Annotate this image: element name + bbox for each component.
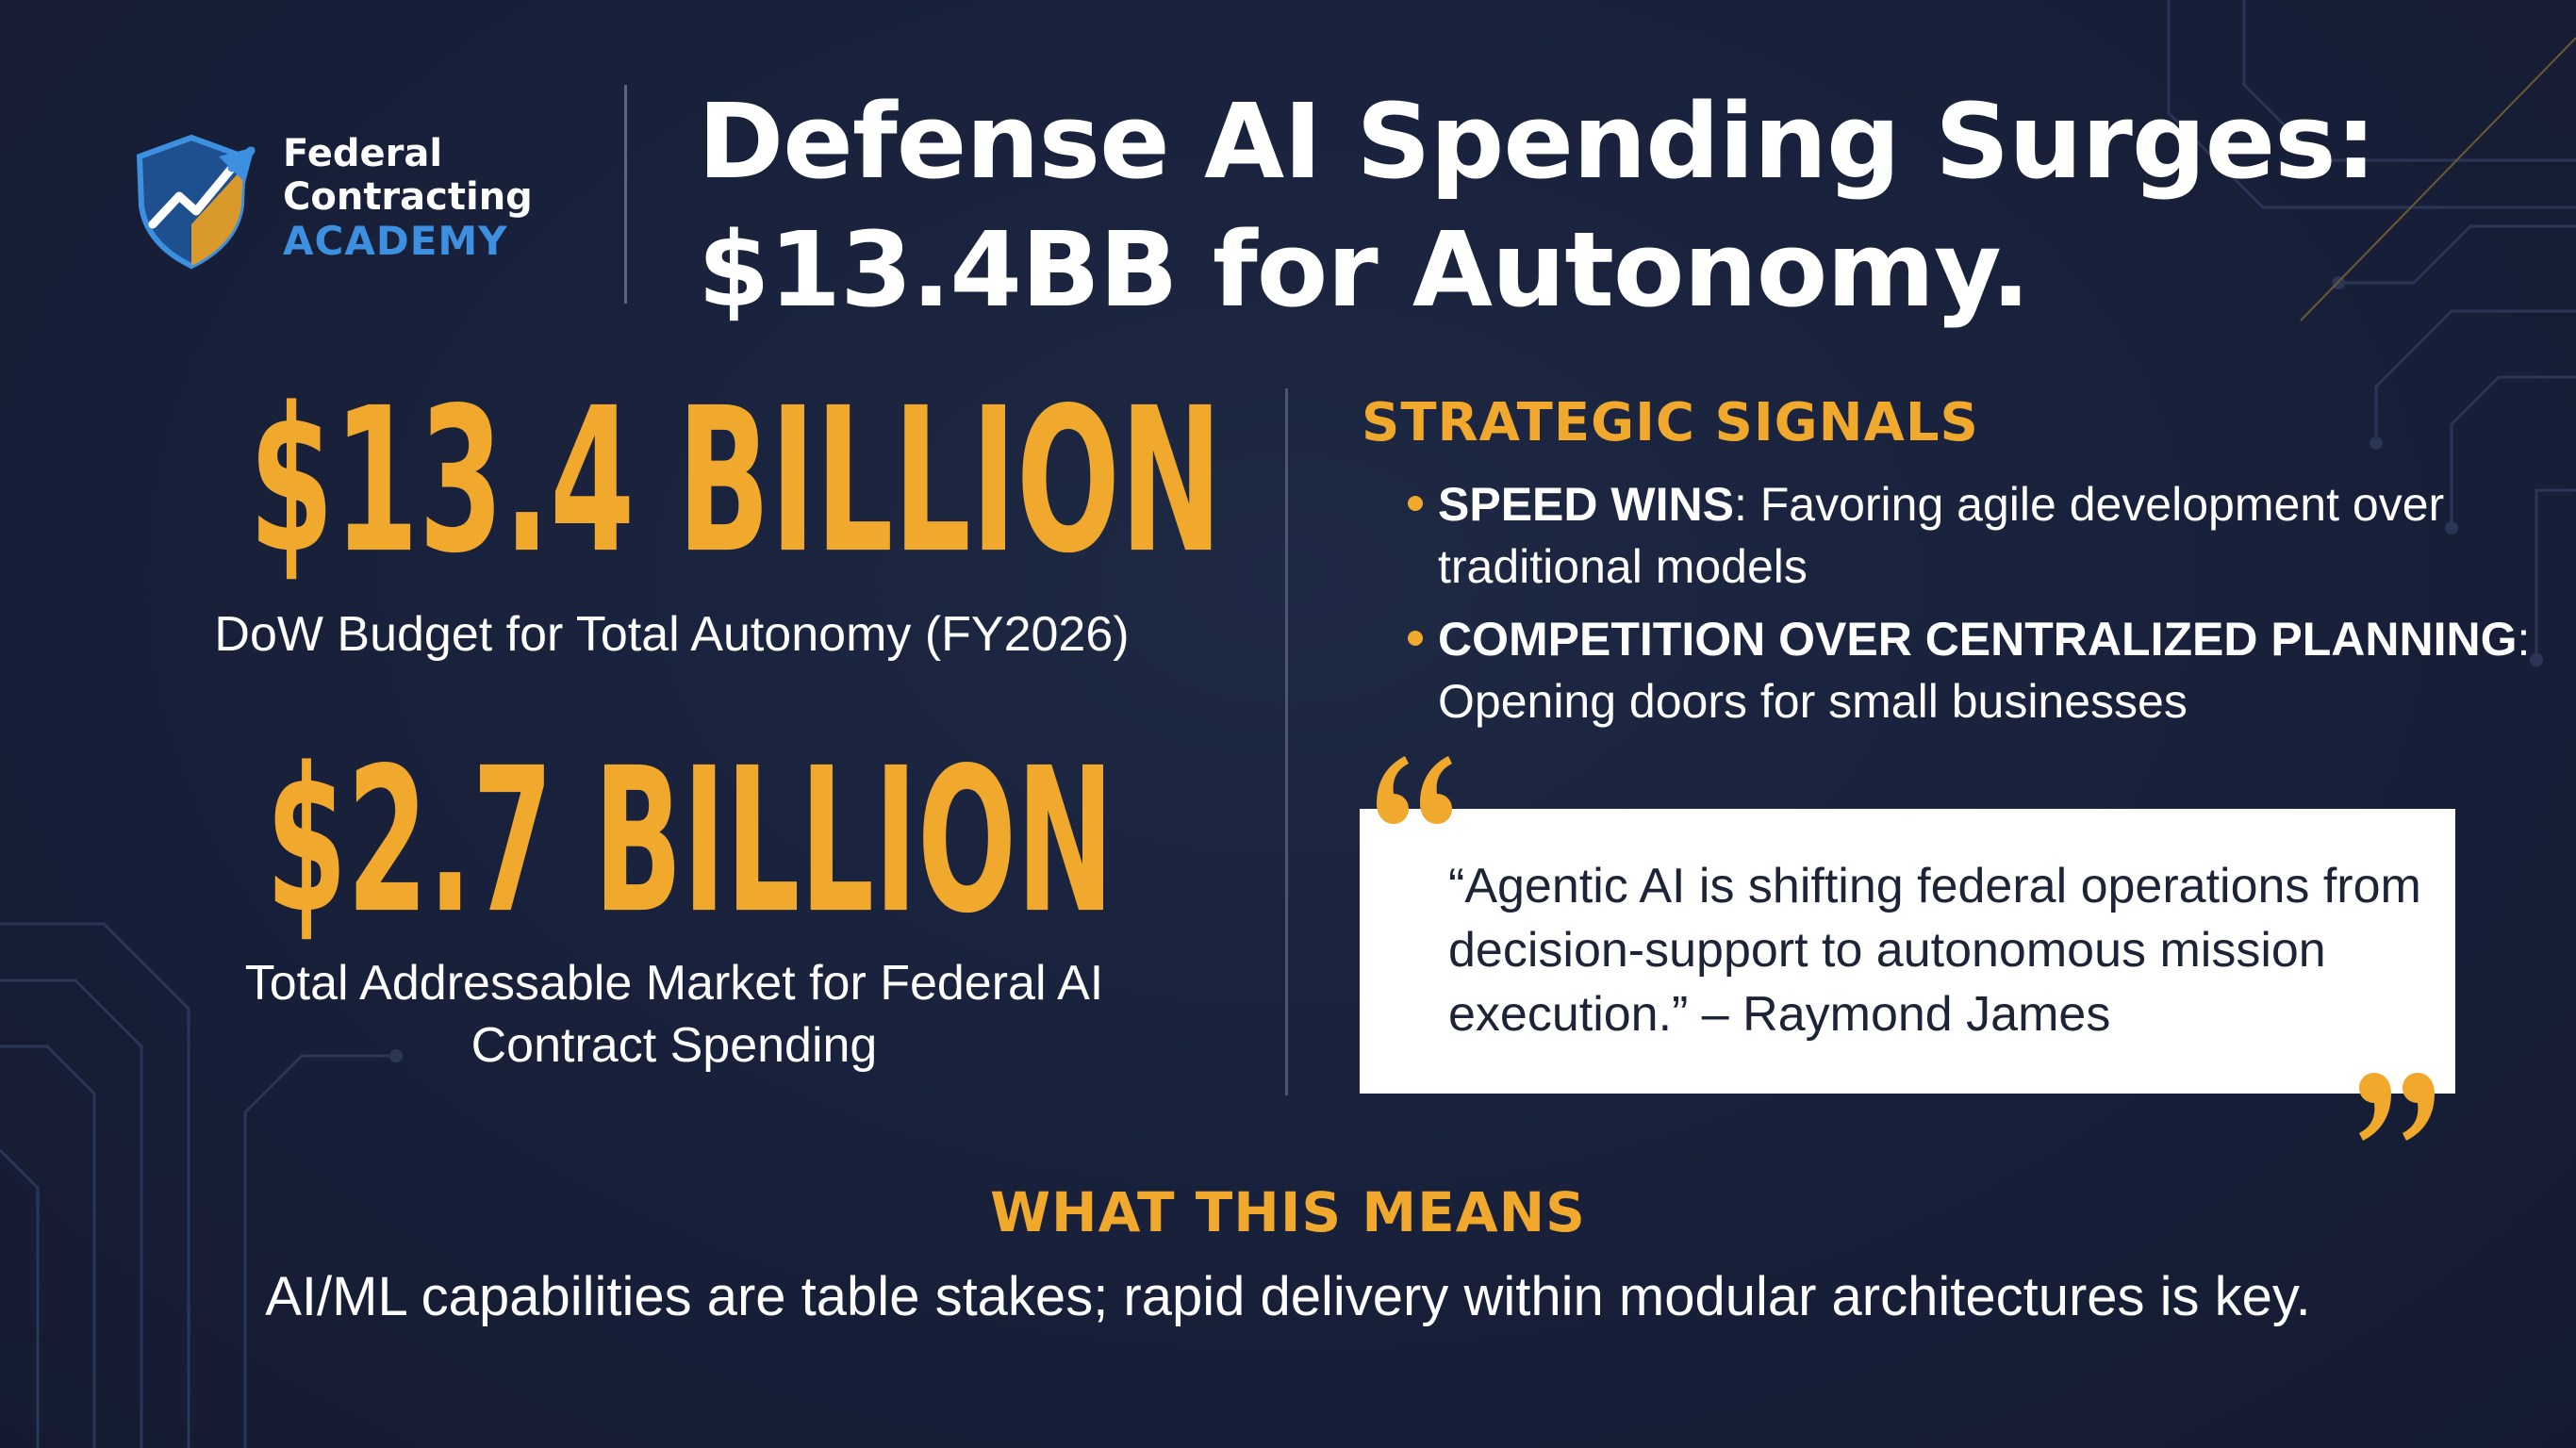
signal-text: : Opening doors for small businesses xyxy=(1438,613,2531,728)
title-line-2: $13.4BB for Autonomy. xyxy=(698,209,2030,330)
page-title xyxy=(698,77,2489,334)
title-line-1: Defense AI Spending Surges: xyxy=(698,81,2376,202)
means-heading: WHAT THIS MEANS xyxy=(990,1180,1586,1244)
logo-line-federal: Federal xyxy=(283,132,443,175)
means-text: AI/ML capabilities are table stakes; rapid delivery within modular architectures is key. xyxy=(265,1266,2311,1327)
header-divider xyxy=(624,85,627,304)
stat-caption-budget: DoW Budget for Total Autonomy (FY2026) xyxy=(214,607,1130,662)
shield-chart-arrow-icon xyxy=(121,130,272,272)
logo-line-contracting: Contracting xyxy=(283,175,533,219)
signals-heading: STRATEGIC SIGNALS xyxy=(1362,392,1979,453)
logo xyxy=(121,123,564,273)
signal-item xyxy=(1438,473,2551,598)
quote-text: “Agentic AI is shifting federal operations from decision-support to autonomous mission execution.” – Raymond James xyxy=(1448,859,2421,1042)
bullet-dot-icon xyxy=(1408,496,1423,511)
quote-card xyxy=(1360,809,2455,1094)
logo-line-academy: ACADEMY xyxy=(283,218,508,264)
open-quote-icon xyxy=(1369,737,1454,841)
close-quote-icon xyxy=(2357,1056,2442,1160)
logo-wordmark xyxy=(283,132,533,264)
bullet-dot-icon xyxy=(1408,631,1423,646)
stat-value-budget: $13.4 BILLION xyxy=(248,365,1223,598)
stat-caption-market: Total Addressable Market for Federal AI Contract Spending xyxy=(244,956,1104,1073)
signal-text: : Favoring agile development over traditional models xyxy=(1438,478,2445,593)
signal-item xyxy=(1438,608,2551,732)
signal-label: SPEED WINS xyxy=(1438,478,1734,531)
stat-value-market: $2.7 BILLION xyxy=(266,725,1115,958)
column-divider xyxy=(1285,388,1288,1095)
signal-label: COMPETITION OVER CENTRALIZED PLANNING xyxy=(1438,613,2518,666)
